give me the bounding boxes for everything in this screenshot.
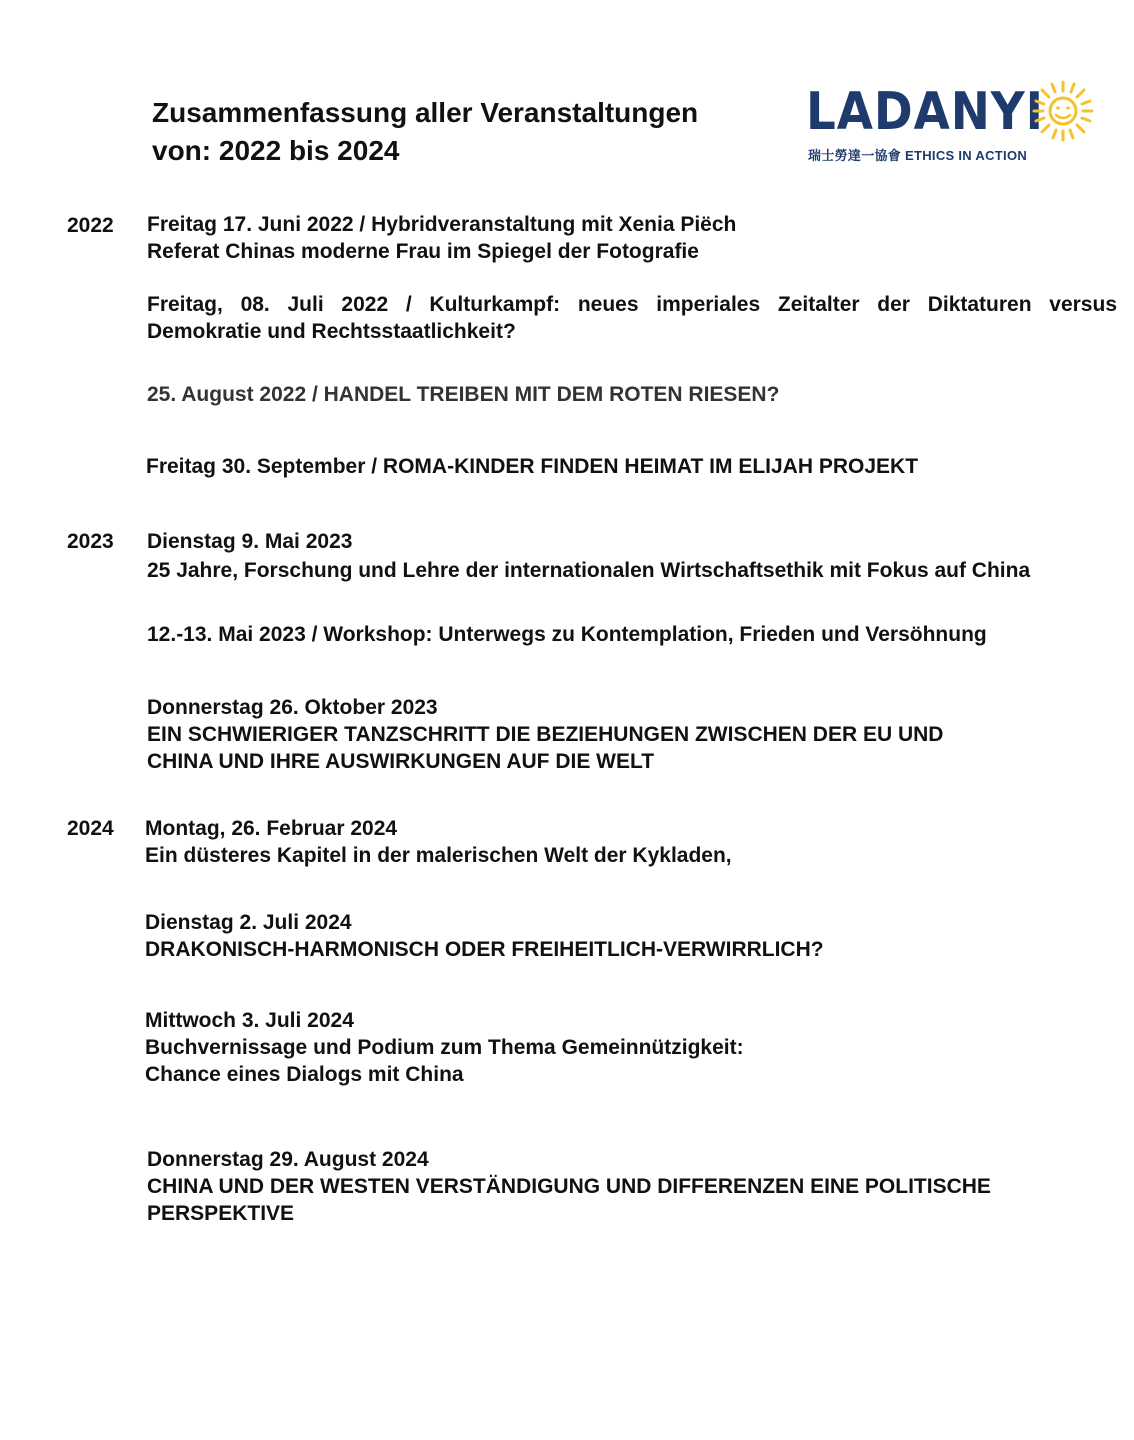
event-date-line: Mittwoch 3. Juli 2024 [145, 1009, 354, 1032]
event-title-line: EIN SCHWIERIGER TANZSCHRITT DIE BEZIEHUNGEN ZWISCHEN DER EU UND [147, 723, 944, 746]
event-date-line: Montag, 26. Februar 2024 [145, 817, 398, 840]
event-entry [145, 1007, 744, 1088]
event-title-line: 25 Jahre, Forschung und Lehre der internationalen Wirtschaftsethik mit Fokus auf China [147, 559, 1031, 582]
event-date-line: Freitag 17. Juni 2022 / Hybridveranstaltung mit Xenia Piëch [147, 213, 737, 236]
event-date-line: 25. August 2022 / HANDEL TREIBEN MIT DEM ROTEN RIESEN? [147, 383, 780, 406]
event-title-line: Chance eines Dialogs mit China [145, 1063, 464, 1086]
event-entry [147, 1146, 991, 1227]
event-date-line: Freitag 30. September / ROMA-KINDER FINDEN HEIMAT IM ELIJAH PROJEKT [146, 455, 919, 478]
event-entry [147, 381, 779, 408]
event-date-line: Dienstag 9. Mai 2023 [147, 530, 353, 553]
page-title [152, 94, 698, 170]
event-date-line: 12.-13. Mai 2023 / Workshop: Unterwegs zu Kontemplation, Frieden und Versöhnung [147, 623, 987, 646]
event-date-line: Freitag, 08. Juli 2022 / Kulturkampf: neues imperiales Zeitalter der Diktaturen versus [147, 293, 1117, 316]
event-entry [145, 815, 732, 869]
logo-wordmark: LADANYI [806, 82, 1044, 142]
event-title-line: Referat Chinas moderne Frau im Spiegel der Fotografie [147, 240, 699, 263]
event-entry [147, 528, 1030, 584]
title-line-1: Zusammenfassung aller Veranstaltungen [152, 97, 699, 128]
event-entry [147, 694, 943, 775]
event-title-line: PERSPEKTIVE [147, 1202, 295, 1225]
event-date-line: Dienstag 2. Juli 2024 [145, 911, 352, 934]
event-title-line: Ein düsteres Kapitel in der malerischen Welt der Kykladen, [145, 844, 732, 867]
event-entry [147, 621, 987, 648]
sun-icon [1032, 80, 1094, 142]
event-date-line: Donnerstag 26. Oktober 2023 [147, 696, 438, 719]
ladanyi-logo [806, 78, 1096, 166]
event-title-line: Buchvernissage und Podium zum Thema Gemeinnützigkeit: [145, 1036, 744, 1059]
title-line-2: von: 2022 bis 2024 [152, 135, 400, 166]
event-title-line: CHINA UND DER WESTEN VERSTÄNDIGUNG UND DIFFERENZEN EINE POLITISCHE [147, 1175, 991, 1198]
event-entry [146, 453, 918, 480]
event-entry [145, 909, 824, 963]
event-entry [147, 211, 736, 265]
year-label-2024: 2024 [67, 817, 114, 840]
year-label-2022: 2022 [67, 214, 114, 237]
event-title-line: CHINA UND IHRE AUSWIRKUNGEN AUF DIE WELT [147, 750, 655, 773]
event-entry [147, 291, 1117, 345]
year-label-2023: 2023 [67, 530, 114, 553]
event-date-line: Donnerstag 29. August 2024 [147, 1148, 429, 1171]
event-title-line: Demokratie und Rechtsstaatlichkeit? [147, 320, 516, 343]
logo-tagline: 瑞士勞達一協會 ETHICS IN ACTION [808, 148, 1028, 163]
event-title-line: DRAKONISCH-HARMONISCH ODER FREIHEITLICH-VERWIRRLICH? [145, 938, 824, 961]
